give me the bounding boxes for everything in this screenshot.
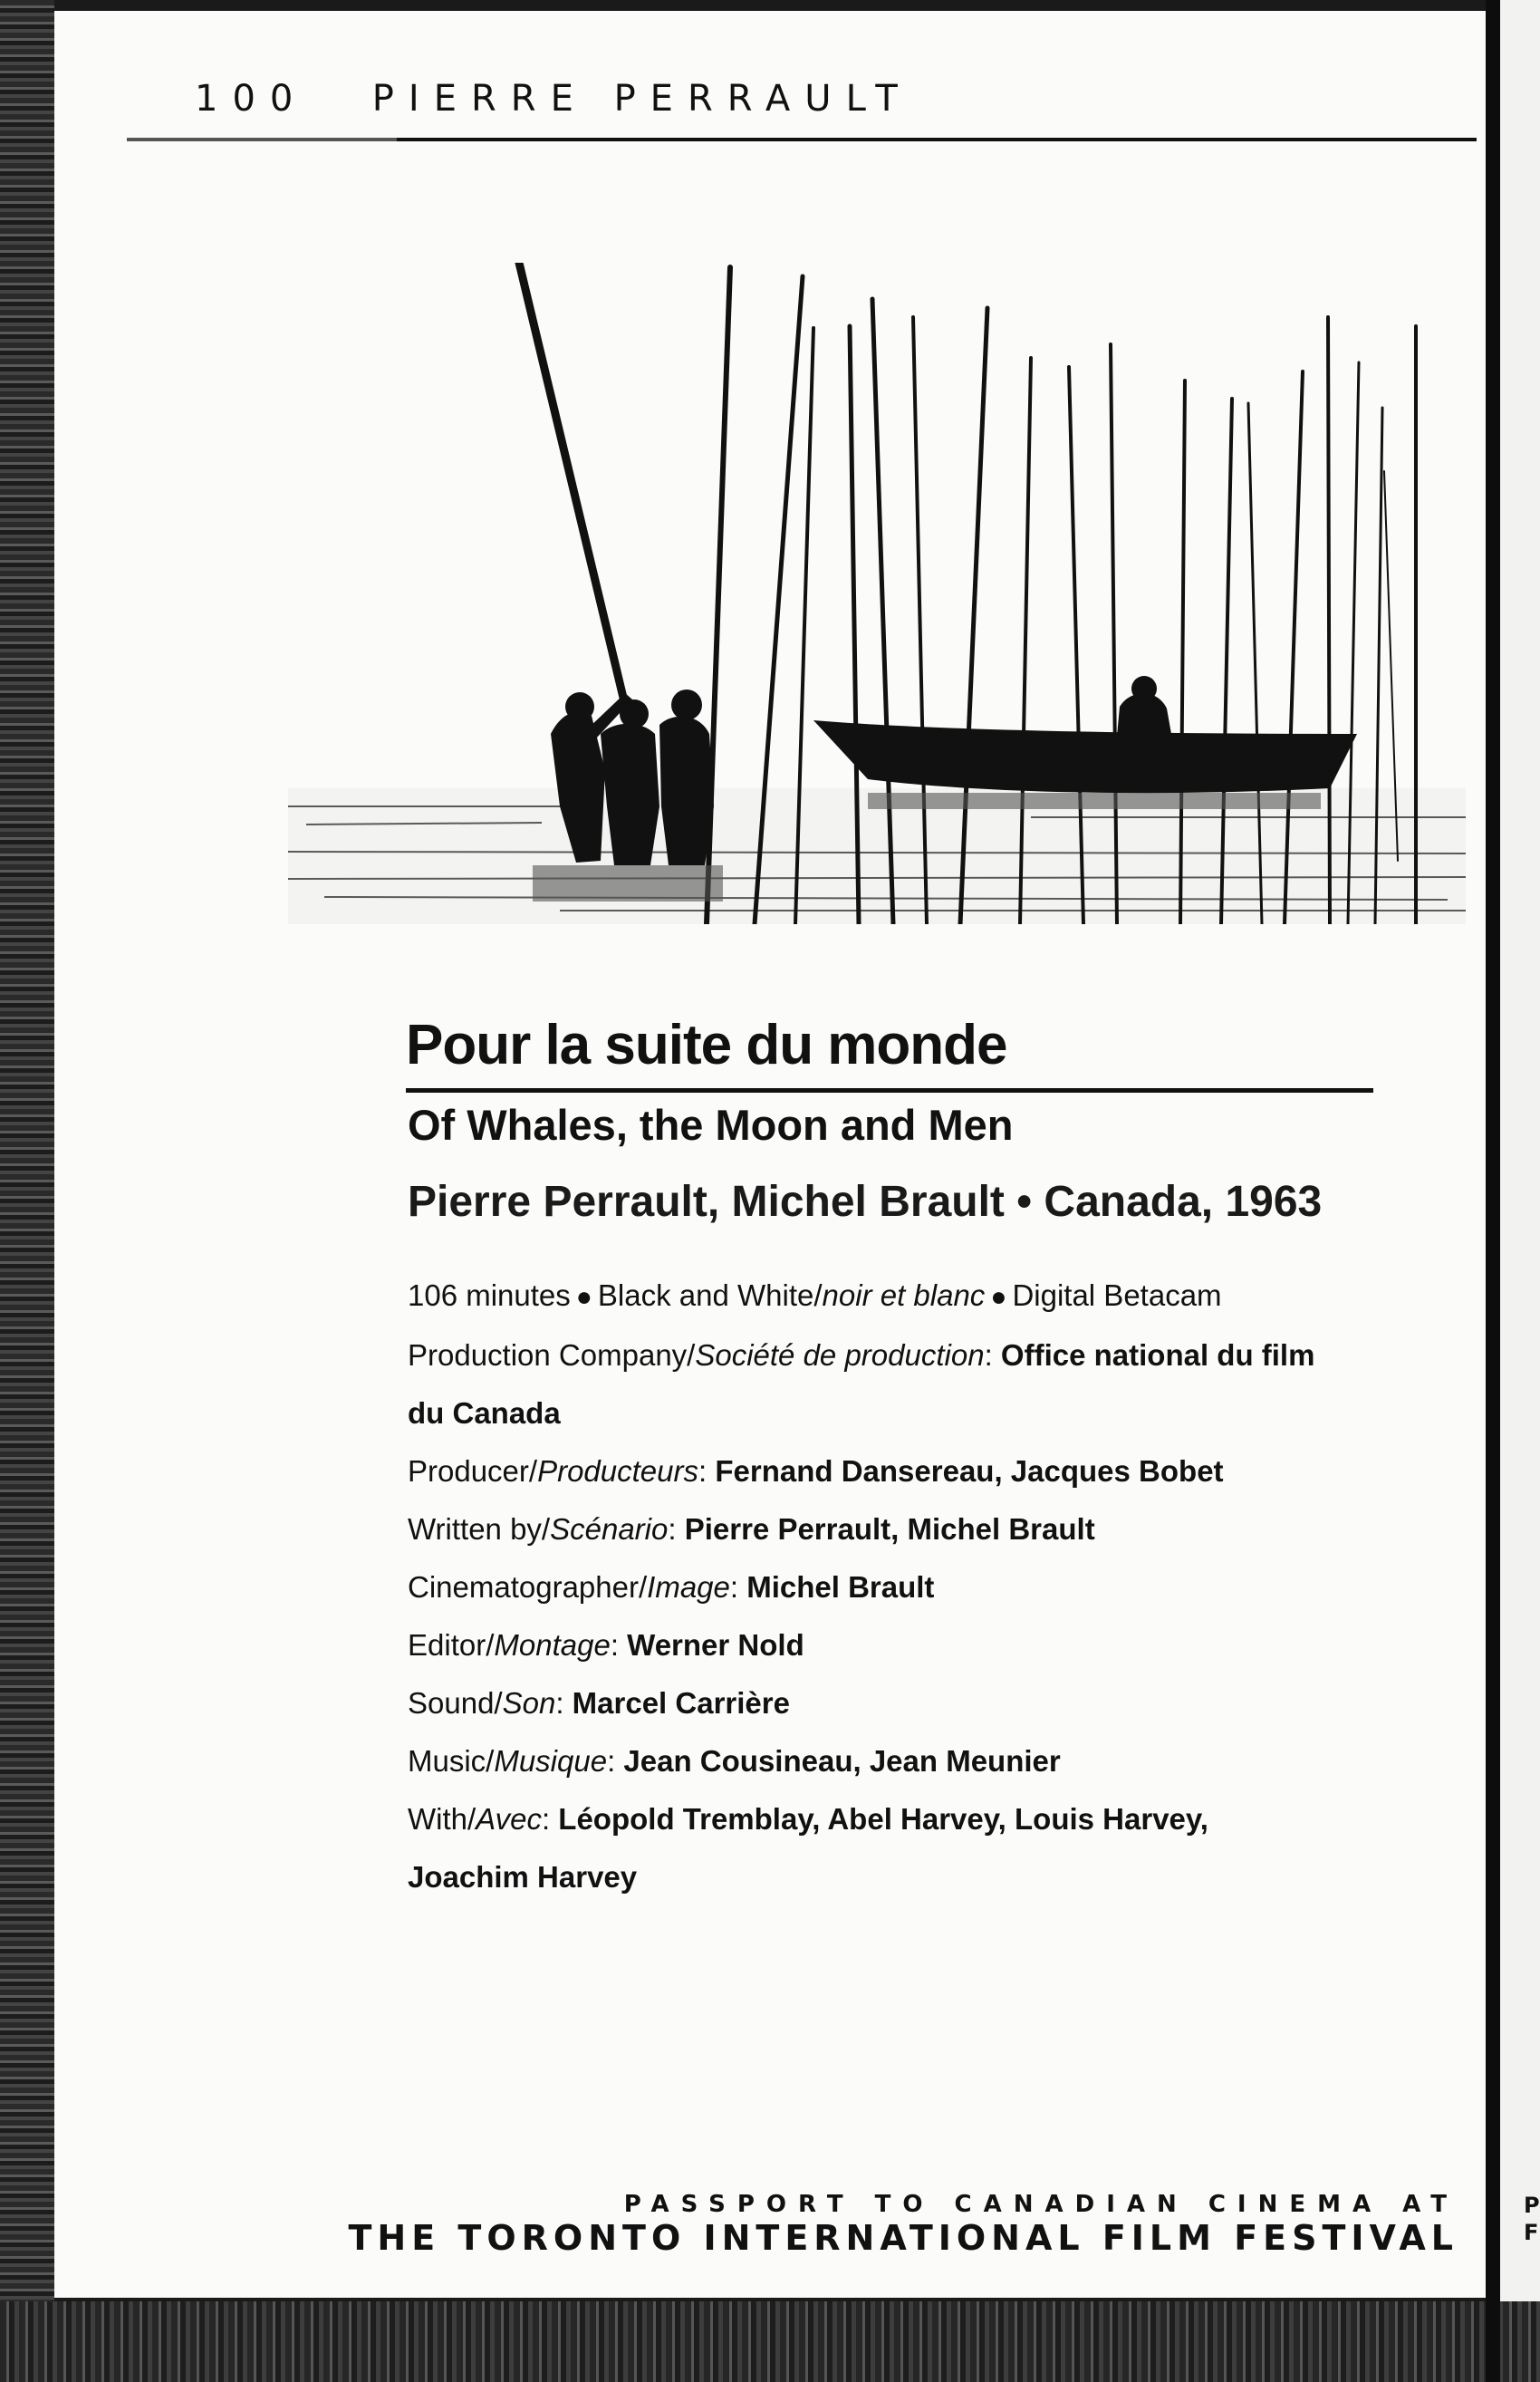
credit-label-fr: Scénario [550,1512,669,1546]
film-still-photo [288,263,1466,924]
specs-line [408,1267,1449,1326]
country-year: Canada, 1963 [1044,1178,1323,1226]
credit-line [408,1558,1449,1616]
credit-label-en: Written by/ [408,1512,551,1546]
adjacent-page-letter-2: F [1524,2220,1539,2245]
credit-line [408,1442,1449,1500]
credit-value: Office national du film [1000,1338,1315,1372]
credit-label-en: Editor/ [408,1628,495,1662]
color-fr: noir et blanc [822,1278,986,1312]
adjacent-page-letter-1: P [1524,2193,1540,2218]
credit-label-en: Cinematographer/ [408,1570,648,1604]
credit-line [408,1616,1449,1674]
scan-edge-left [0,0,54,2382]
runtime: 106 minutes [408,1278,571,1312]
page-number: 100 [195,78,308,120]
credit-label-fr: Société de production [695,1338,985,1372]
scan-edge-bottom [0,2301,1540,2382]
credit-line [408,1384,1449,1442]
adjacent-page [1500,0,1540,2301]
credit-line [408,1326,1449,1384]
credit-colon: : [984,1338,1001,1372]
credit-colon: : [698,1454,716,1488]
credit-value: du Canada [408,1396,561,1430]
credit-colon: : [610,1628,628,1662]
credit-value: Fernand Dansereau, Jacques Bobet [715,1454,1224,1488]
credit-label-fr: Producteurs [537,1454,699,1488]
credit-value: Léopold Tremblay, Abel Harvey, Louis Harvey, [558,1802,1208,1836]
credit-value: Pierre Perrault, Michel Brault [684,1512,1095,1546]
footer-line-2: THE TORONTO INTERNATIONAL FILM FESTIVAL [348,2218,1458,2258]
color-en: Black and White/ [597,1278,823,1312]
book-spine [1486,0,1500,2382]
credit-colon: : [668,1512,685,1546]
credit-label-fr: Image [647,1570,730,1604]
footer-line-1: PASSPORT TO CANADIAN CINEMA AT [623,2191,1458,2218]
format: Digital Betacam [1012,1278,1222,1312]
credit-colon: : [607,1744,624,1778]
credits-block [408,1267,1449,1906]
credit-line [408,1732,1449,1790]
credit-label-en: Music/ [408,1744,495,1778]
running-header [195,78,912,120]
credit-label-fr: Montage [494,1628,611,1662]
film-title: Pour la suite du monde [406,1014,1007,1076]
credit-value: Michel Brault [746,1570,935,1604]
credit-line [408,1790,1449,1848]
credit-colon: : [541,1802,559,1836]
credit-label-en: Sound/ [408,1686,503,1720]
credit-label-fr: Musique [494,1744,608,1778]
credit-colon: : [555,1686,573,1720]
credit-label-en: With/ [408,1802,476,1836]
header-rule [127,138,1477,141]
specs-bullet-2: ● [990,1282,1007,1312]
credit-value: Marcel Carrière [572,1686,790,1720]
credit-value: Werner Nold [627,1628,804,1662]
byline-bullet: • [1016,1178,1033,1226]
running-title: PIERRE PERRAULT [371,78,912,120]
credit-line [408,1674,1449,1732]
credit-value: Joachim Harvey [408,1860,638,1894]
credit-value: Jean Cousineau, Jean Meunier [623,1744,1061,1778]
credit-colon: : [729,1570,747,1604]
title-rule [406,1088,1373,1093]
credit-label-fr: Avec [476,1802,542,1836]
credit-line [408,1500,1449,1558]
specs-bullet-1: ● [575,1282,592,1312]
credit-line [408,1848,1449,1906]
directors: Pierre Perrault, Michel Brault [408,1178,1005,1226]
english-title: Of Whales, the Moon and Men [408,1101,1014,1149]
directors-country-year [408,1177,1322,1227]
credit-label-en: Production Company/ [408,1338,696,1372]
credit-label-fr: Son [502,1686,556,1720]
credit-label-en: Producer/ [408,1454,538,1488]
